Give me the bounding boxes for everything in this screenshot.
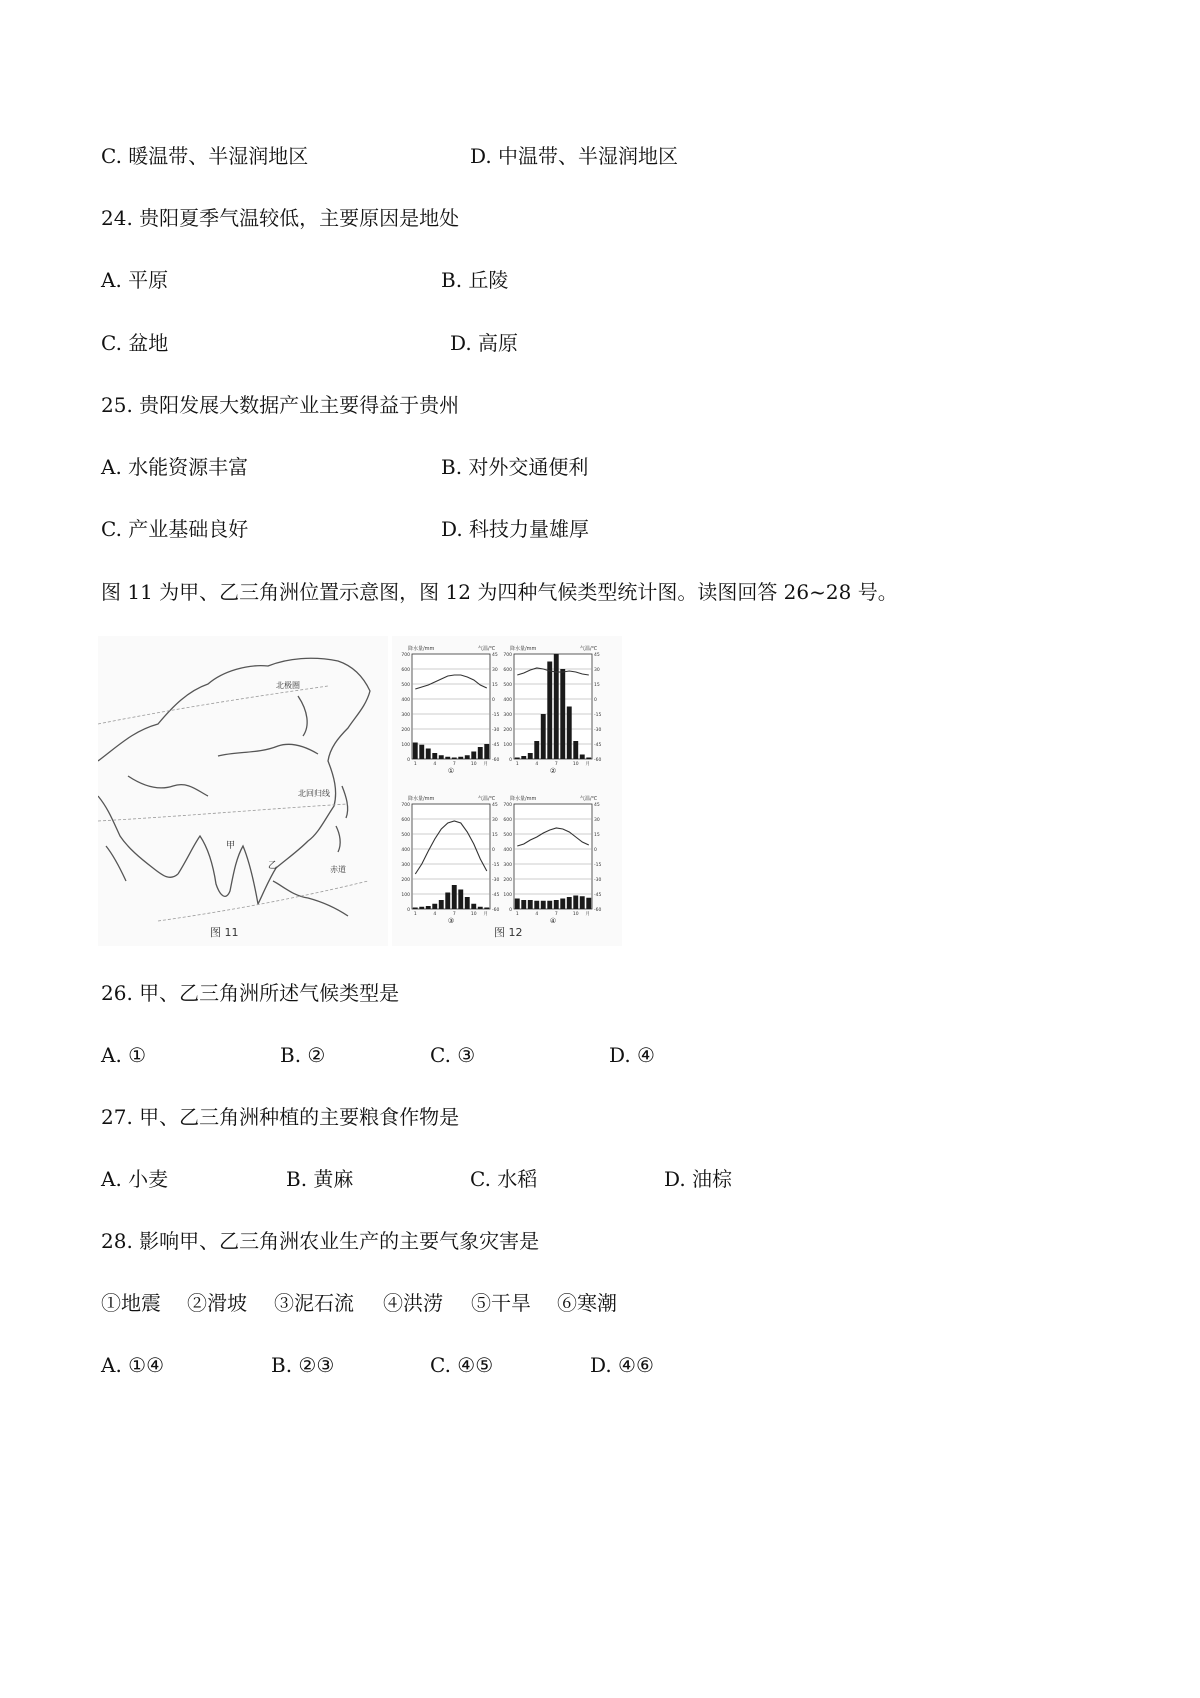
month-unit-label: 月 xyxy=(585,762,590,767)
figure-12-caption: 图 12 xyxy=(494,926,523,939)
precip-bar xyxy=(439,755,444,759)
temp-tick-label: -30 xyxy=(594,728,602,733)
month-tick-label: 10 xyxy=(572,762,579,767)
precip-bar xyxy=(478,907,483,909)
precip-tick-label: 600 xyxy=(401,818,410,823)
month-tick-label: 1 xyxy=(413,762,417,767)
temp-tick-label: 0 xyxy=(594,848,597,853)
precip-bar xyxy=(471,904,476,909)
temp-tick-label: 0 xyxy=(492,848,495,853)
precip-bar xyxy=(534,901,539,909)
precip-bar xyxy=(560,899,565,910)
temp-axis-title: 气温/℃ xyxy=(580,796,598,802)
precip-tick-label: 300 xyxy=(401,863,410,868)
temp-tick-label: 30 xyxy=(594,668,600,673)
precip-tick-label: 700 xyxy=(401,803,410,808)
q27-stem: 27. 甲、乙三角洲种植的主要粮食作物是 xyxy=(101,1105,460,1129)
precip-bar xyxy=(426,906,431,909)
temp-tick-label: 30 xyxy=(594,818,600,823)
climate-chart-2 xyxy=(503,645,601,775)
temp-tick-label: 30 xyxy=(492,818,498,823)
precip-tick-label: 0 xyxy=(407,758,410,763)
month-tick-label: 4 xyxy=(433,912,437,917)
month-tick-label: 1 xyxy=(515,762,519,767)
temp-tick-label: 0 xyxy=(594,698,597,703)
precip-bar xyxy=(465,897,470,909)
temp-axis-title: 气温/℃ xyxy=(478,796,496,802)
temp-tick-label: -15 xyxy=(492,713,500,718)
temp-tick-label: -60 xyxy=(594,908,602,913)
precip-tick-label: 600 xyxy=(503,818,512,823)
precip-tick-label: 200 xyxy=(401,728,410,733)
month-tick-label: 4 xyxy=(433,762,437,767)
precip-tick-label: 200 xyxy=(503,728,512,733)
precip-bar xyxy=(586,898,591,909)
q24-option-b: B. 丘陵 xyxy=(441,268,509,292)
precip-tick-label: 100 xyxy=(401,893,410,898)
precip-tick-label: 0 xyxy=(509,758,512,763)
precip-tick-label: 500 xyxy=(401,683,410,688)
precip-bar xyxy=(471,752,476,760)
climate-charts xyxy=(392,636,622,946)
chart-frame xyxy=(514,804,592,909)
q25-option-c: C. 产业基础良好 xyxy=(101,517,249,541)
precip-bar xyxy=(432,753,437,759)
q24-option-d: D. 高原 xyxy=(450,331,519,355)
q24-option-a: A. 平原 xyxy=(101,268,169,292)
precip-bar xyxy=(547,901,552,909)
precip-tick-label: 600 xyxy=(401,668,410,673)
precip-tick-label: 400 xyxy=(503,848,512,853)
precip-tick-label: 400 xyxy=(401,848,410,853)
precip-tick-label: 0 xyxy=(509,908,512,913)
temp-tick-label: -30 xyxy=(492,728,500,733)
precip-tick-label: 200 xyxy=(503,878,512,883)
chart-number-label: ③ xyxy=(447,917,455,925)
q26-option-b: B. ② xyxy=(280,1043,326,1067)
q27-option-a: A. 小麦 xyxy=(101,1167,169,1191)
q28-option-c: C. ④⑤ xyxy=(430,1353,494,1377)
q26-option-d: D. ④ xyxy=(609,1043,655,1067)
month-tick-label: 10 xyxy=(572,912,579,917)
month-tick-label: 7 xyxy=(452,912,456,917)
precip-bar xyxy=(567,897,572,909)
temp-tick-label: 45 xyxy=(594,803,600,808)
precip-tick-label: 400 xyxy=(401,698,410,703)
precip-bar xyxy=(521,756,526,759)
q25-option-d: D. 科技力量雄厚 xyxy=(441,517,590,541)
temp-tick-label: -15 xyxy=(492,863,500,868)
temp-tick-label: -45 xyxy=(492,893,500,898)
precip-bar xyxy=(445,757,450,759)
month-tick-label: 4 xyxy=(535,912,539,917)
precip-bar xyxy=(515,758,520,760)
temp-tick-label: 45 xyxy=(492,653,498,658)
q24-stem: 24. 贵阳夏季气温较低，主要原因是地处 xyxy=(101,206,460,230)
precip-bar xyxy=(465,755,470,759)
temp-tick-label: 15 xyxy=(492,833,498,838)
precip-bar xyxy=(573,896,578,910)
precip-bar xyxy=(445,893,450,910)
precip-bar xyxy=(458,890,463,910)
temp-tick-label: -45 xyxy=(594,893,602,898)
precip-bar xyxy=(452,885,457,909)
precip-bar xyxy=(560,669,565,759)
precip-tick-label: 500 xyxy=(503,833,512,838)
month-unit-label: 月 xyxy=(483,762,488,767)
precip-tick-label: 100 xyxy=(503,743,512,748)
month-tick-label: 7 xyxy=(452,762,456,767)
precip-bar xyxy=(541,714,546,759)
q28-choice-5: ⑤干旱 xyxy=(471,1291,531,1315)
precip-bar xyxy=(478,747,483,759)
precip-tick-label: 0 xyxy=(407,908,410,913)
temp-tick-label: 30 xyxy=(492,668,498,673)
precip-bar xyxy=(426,749,431,760)
chart-frame xyxy=(412,654,490,759)
month-tick-label: 10 xyxy=(470,912,477,917)
climate-chart-4 xyxy=(503,795,601,925)
precip-tick-label: 700 xyxy=(401,653,410,658)
precip-bar xyxy=(528,753,533,759)
climate-chart-1 xyxy=(401,645,499,775)
temp-tick-label: 15 xyxy=(594,683,600,688)
q25-option-b: B. 对外交通便利 xyxy=(441,455,589,479)
precip-tick-label: 300 xyxy=(401,713,410,718)
delta-jia-label: 甲 xyxy=(226,841,236,851)
month-tick-label: 10 xyxy=(470,762,477,767)
precip-axis-title: 降水量/mm xyxy=(408,796,435,802)
temp-axis-title: 气温/℃ xyxy=(478,646,496,652)
precip-bar xyxy=(419,745,424,759)
temp-tick-label: -30 xyxy=(594,878,602,883)
q25-stem: 25. 贵阳发展大数据产业主要得益于贵州 xyxy=(101,393,460,417)
chart-number-label: ② xyxy=(549,767,557,775)
q24-option-c: C. 盆地 xyxy=(101,331,169,355)
q23-option-d: D. 中温带、半湿润地区 xyxy=(470,144,679,168)
chart-number-label: ① xyxy=(447,767,455,775)
precip-bar xyxy=(573,741,578,759)
precip-bar xyxy=(515,899,520,910)
temp-tick-label: -15 xyxy=(594,863,602,868)
equator-label: 赤道 xyxy=(330,865,346,874)
chart-number-label: ④ xyxy=(549,917,557,925)
month-tick-label: 1 xyxy=(515,912,519,917)
temp-tick-label: -45 xyxy=(594,743,602,748)
q28-choice-2: ②滑坡 xyxy=(187,1291,247,1315)
q26-stem: 26. 甲、乙三角洲所述气候类型是 xyxy=(101,981,400,1005)
q28-choice-6: ⑥寒潮 xyxy=(557,1291,617,1315)
precip-bar xyxy=(419,907,424,909)
q25-option-a: A. 水能资源丰富 xyxy=(101,455,249,479)
precip-bar xyxy=(484,908,489,910)
q28-choice-1: ①地震 xyxy=(101,1291,161,1315)
temp-tick-label: 15 xyxy=(492,683,498,688)
precip-axis-title: 降水量/mm xyxy=(408,646,435,652)
precip-bar xyxy=(521,900,526,909)
temp-tick-label: 15 xyxy=(594,833,600,838)
precip-tick-label: 500 xyxy=(503,683,512,688)
precip-bar xyxy=(547,662,552,760)
chart-frame xyxy=(514,654,592,759)
chart-frame xyxy=(412,804,490,909)
q27-option-b: B. 黄麻 xyxy=(286,1167,354,1191)
precip-tick-label: 400 xyxy=(503,698,512,703)
month-tick-label: 7 xyxy=(554,762,558,767)
precip-bar xyxy=(580,896,585,909)
temp-tick-label: -60 xyxy=(492,758,500,763)
q28-option-a: A. ①④ xyxy=(101,1353,165,1377)
temp-tick-label: -30 xyxy=(492,878,500,883)
q27-option-d: D. 油棕 xyxy=(664,1167,733,1191)
month-tick-label: 1 xyxy=(413,912,417,917)
figure-12 xyxy=(392,636,622,946)
q28-option-d: D. ④⑥ xyxy=(590,1353,654,1377)
temp-tick-label: 45 xyxy=(594,653,600,658)
climate-chart-3 xyxy=(401,795,499,925)
precip-tick-label: 700 xyxy=(503,803,512,808)
precip-bar xyxy=(413,908,418,910)
q28-choice-4: ④洪涝 xyxy=(383,1291,443,1315)
precip-tick-label: 700 xyxy=(503,653,512,658)
precip-bar xyxy=(432,904,437,909)
temp-tick-label: -45 xyxy=(492,743,500,748)
q26-option-c: C. ③ xyxy=(430,1043,476,1067)
precip-tick-label: 200 xyxy=(401,878,410,883)
q26-option-a: A. ① xyxy=(101,1043,147,1067)
figure-11 xyxy=(98,636,388,946)
temp-tick-label: 0 xyxy=(492,698,495,703)
tropic-of-cancer-label: 北回归线 xyxy=(298,789,330,798)
figure-11-caption: 图 11 xyxy=(210,926,239,939)
precip-bar xyxy=(534,741,539,759)
temp-axis-title: 气温/℃ xyxy=(580,646,598,652)
precip-tick-label: 100 xyxy=(401,743,410,748)
precip-bar xyxy=(586,758,591,760)
precip-bar xyxy=(554,654,559,759)
precip-bar xyxy=(413,743,418,760)
q28-stem: 28. 影响甲、乙三角洲农业生产的主要气象灾害是 xyxy=(101,1229,540,1253)
precip-bar xyxy=(554,900,559,909)
precip-bar xyxy=(484,744,489,759)
precip-tick-label: 500 xyxy=(401,833,410,838)
precip-bar xyxy=(439,900,444,909)
month-tick-label: 4 xyxy=(535,762,539,767)
precip-bar xyxy=(580,755,585,760)
q27-option-c: C. 水稻 xyxy=(470,1167,538,1191)
q28-option-b: B. ②③ xyxy=(271,1353,335,1377)
q28-choice-3: ③泥石流 xyxy=(274,1291,354,1315)
asia-map xyxy=(98,636,388,946)
precip-bar xyxy=(528,900,533,909)
precip-bar xyxy=(452,758,457,760)
temp-tick-label: -15 xyxy=(594,713,602,718)
precip-tick-label: 300 xyxy=(503,863,512,868)
precip-tick-label: 100 xyxy=(503,893,512,898)
precip-tick-label: 600 xyxy=(503,668,512,673)
month-unit-label: 月 xyxy=(483,912,488,917)
precip-axis-title: 降水量/mm xyxy=(510,646,537,652)
q23-option-c: C. 暖温带、半湿润地区 xyxy=(101,144,309,168)
temp-tick-label: -60 xyxy=(492,908,500,913)
precip-bar xyxy=(567,707,572,760)
precip-bar xyxy=(458,757,463,759)
temp-tick-label: -60 xyxy=(594,758,602,763)
month-tick-label: 7 xyxy=(554,912,558,917)
figure-intro: 图 11 为甲、乙三角洲位置示意图，图 12 为四种气候类型统计图。读图回答 26~28 号。 xyxy=(101,580,898,604)
delta-yi-label: 乙 xyxy=(268,861,278,871)
precip-axis-title: 降水量/mm xyxy=(510,796,537,802)
temp-tick-label: 45 xyxy=(492,803,498,808)
precip-tick-label: 300 xyxy=(503,713,512,718)
arctic-circle-label: 北极圈 xyxy=(276,681,300,690)
precip-bar xyxy=(541,901,546,909)
month-unit-label: 月 xyxy=(585,912,590,917)
